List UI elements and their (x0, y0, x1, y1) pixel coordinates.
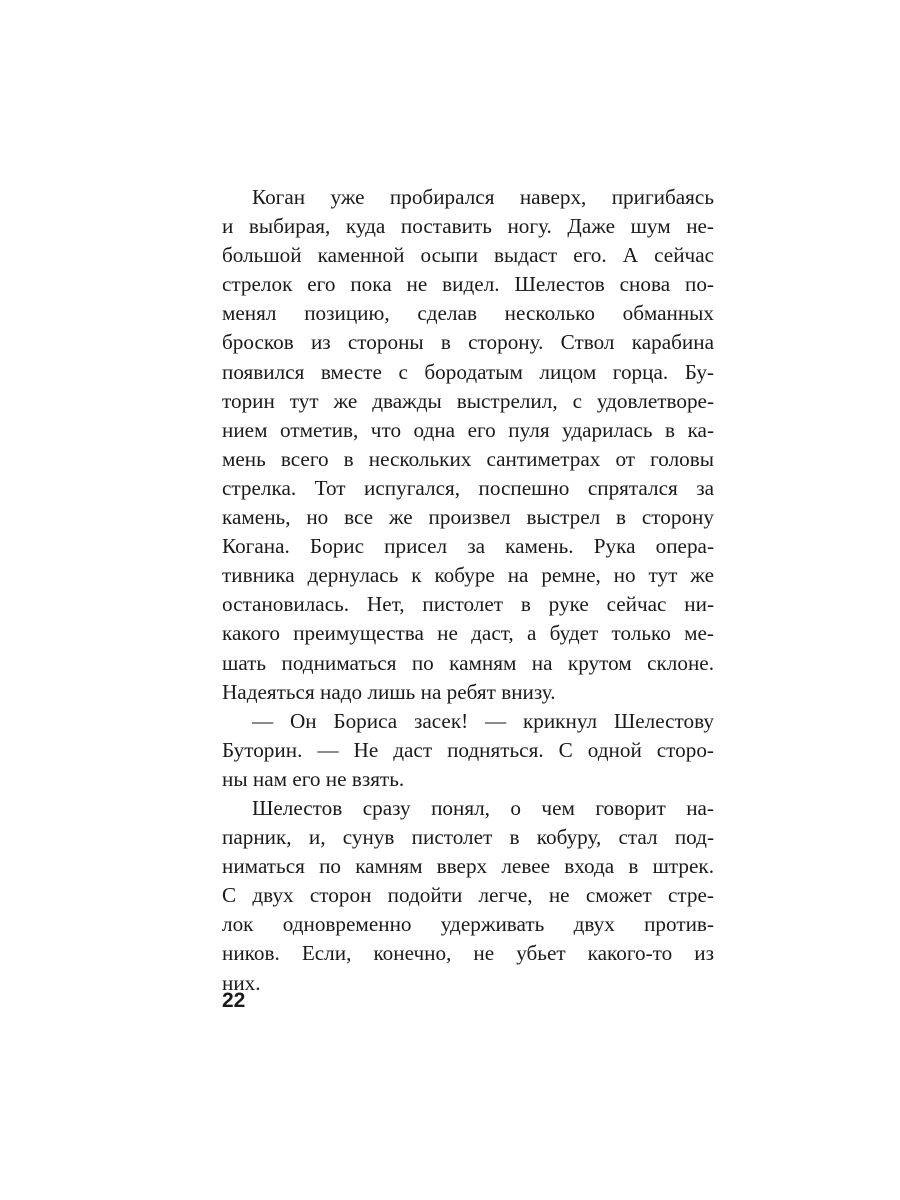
text-line: бросков из стороны в сторону. Ствол карабина (222, 330, 714, 355)
text-line: и выбирая, куда поставить ногу. Даже шум не- (222, 214, 714, 239)
text-line: ников. Если, конечно, не убьет какого-то из (222, 941, 714, 966)
text-line: появился вместе с бородатым лицом горца. Бу- (222, 359, 714, 384)
text-line: стрелок его пока не видел. Шелестов снова по- (222, 272, 714, 297)
text-line: Коган уже пробирался наверх, пригибаясь (252, 185, 714, 209)
text-line: парник, и, сунув пистолет в кобуру, стал под- (222, 825, 714, 850)
text-line: мень всего в нескольких сантиметрах от головы (222, 446, 714, 471)
body-text (222, 183, 714, 998)
text-line: Когана. Борис присел за камень. Рука опера- (222, 534, 714, 559)
text-line: них. (222, 970, 261, 995)
text-line: какого преимущества не даст, а будет только ме- (222, 621, 714, 646)
paragraph-1 (222, 183, 714, 707)
text-line: ниматься по камням вверх левее входа в штрек. (222, 854, 714, 879)
text-line: — Он Бориса засек! — крикнул Шелестову (252, 708, 714, 733)
text-line: С двух сторон подойти легче, не сможет стре- (222, 883, 714, 908)
text-line: ны нам его не взять. (222, 766, 405, 791)
text-line: стрелка. Тот испугался, поспешно спрятался за (222, 475, 714, 500)
text-line: тивника дернулась к кобуре на ремне, но тут же (222, 563, 714, 588)
text-line: остановилась. Нет, пистолет в руке сейчас ни- (222, 592, 714, 617)
text-line: шать подниматься по камням на крутом склоне. (222, 650, 714, 675)
text-line: Буторин. — Не даст подняться. С одной сторо- (222, 737, 714, 762)
text-line: лок одновременно удерживать двух против- (222, 912, 714, 937)
text-line: большой каменной осыпи выдаст его. А сейчас (222, 243, 714, 268)
text-line: нием отметив, что одна его пуля ударилась в ка- (222, 417, 714, 442)
text-line: Шелестов сразу понял, о чем говорит на- (252, 795, 714, 820)
paragraph-2 (222, 707, 714, 794)
text-line: Надеяться надо лишь на ребят внизу. (222, 679, 556, 704)
text-line: торин тут же дважды выстрелил, с удовлетворе- (222, 388, 714, 413)
paragraph-3 (222, 794, 714, 998)
text-line: камень, но все же произвел выстрел в сторону (222, 505, 714, 530)
text-line: менял позицию, сделав несколько обманных (222, 301, 714, 326)
page-number: 22 (222, 989, 246, 1012)
